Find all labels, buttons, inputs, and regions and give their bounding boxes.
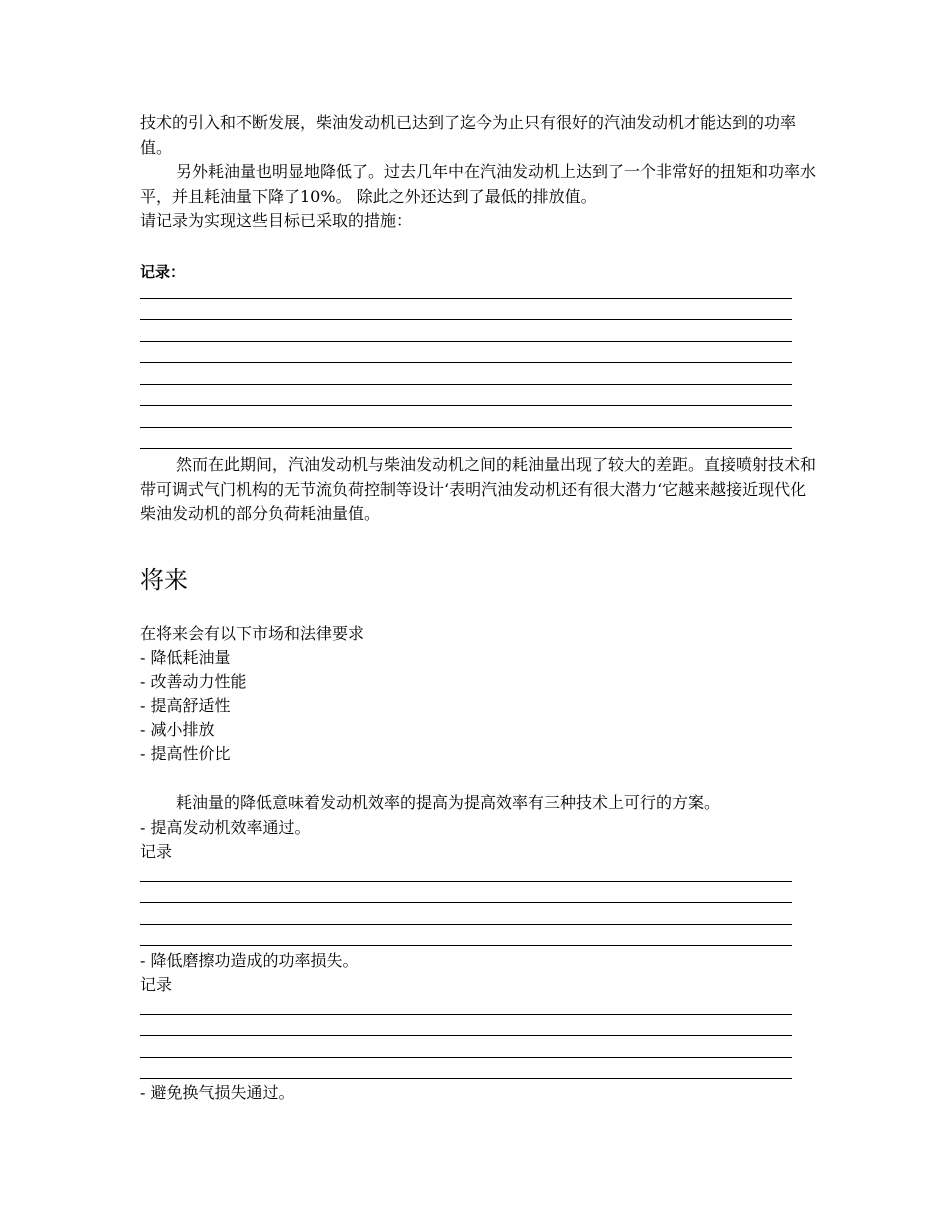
record-line[interactable] <box>140 341 792 342</box>
record-line[interactable] <box>140 881 792 882</box>
option-item-3: - 避免换气损失通过。 <box>140 1083 295 1102</box>
option-item-1: - 提高发动机效率通过。 <box>140 818 311 837</box>
record-line[interactable] <box>140 924 792 925</box>
requirement-item: - 改善动力性能 <box>140 672 247 691</box>
record-line[interactable] <box>140 362 792 363</box>
record-label: 记录 <box>140 975 173 994</box>
record-line[interactable] <box>140 384 792 385</box>
record-line[interactable] <box>140 945 792 946</box>
record-line[interactable] <box>140 448 792 449</box>
requirement-item: - 降低耗油量 <box>140 648 231 667</box>
record-line[interactable] <box>140 1014 792 1015</box>
record-line[interactable] <box>140 1057 792 1058</box>
record-line[interactable] <box>140 319 792 320</box>
record-line[interactable] <box>140 427 792 428</box>
intro-paragraph-2: 另外耗油量也明显地降低了。过去几年中在汽油发动机上达到了一个非常好的扭矩和功率水平，并且耗油量下降了10%。 除此之外还达到了最低的排放值。 <box>140 162 817 206</box>
record-line[interactable] <box>140 1035 792 1036</box>
requirement-item: - 提高性价比 <box>140 744 231 763</box>
section-heading-future: 将来 <box>140 566 188 594</box>
gap-paragraph: 然而在此期间，汽油发动机与柴油发动机之间的耗油量出现了较大的差距。直接喷射技术和带可调式气门机构的无节流负荷控制等设计‘表明汽油发动机还有很大潜力‘它越来越接近现代化柴油发动机的部分负荷耗油量值。 <box>140 455 817 523</box>
intro-paragraph-1: 技术的引入和不断发展，柴油发动机已达到了迄今为止只有很好的汽油发动机才能达到的功率值。 <box>140 113 797 157</box>
record-line[interactable] <box>140 298 792 299</box>
future-intro: 在将来会有以下市场和法律要求 <box>140 624 365 643</box>
record-line[interactable] <box>140 405 792 406</box>
record-label-bold: 记录： <box>140 263 186 281</box>
record-line[interactable] <box>140 902 792 903</box>
requirement-item: - 提高舒适性 <box>140 696 231 715</box>
intro-paragraph-3: 请记录为实现这些目标已采取的措施： <box>140 211 413 230</box>
record-line[interactable] <box>140 1078 792 1079</box>
record-label: 记录 <box>140 842 173 861</box>
requirement-item: - 减小排放 <box>140 720 215 739</box>
option-item-2: - 降低磨擦功造成的功率损失。 <box>140 951 359 970</box>
efficiency-paragraph: 耗油量的降低意味着发动机效率的提高为提高效率有三种技术上可行的方案。 <box>176 793 721 812</box>
